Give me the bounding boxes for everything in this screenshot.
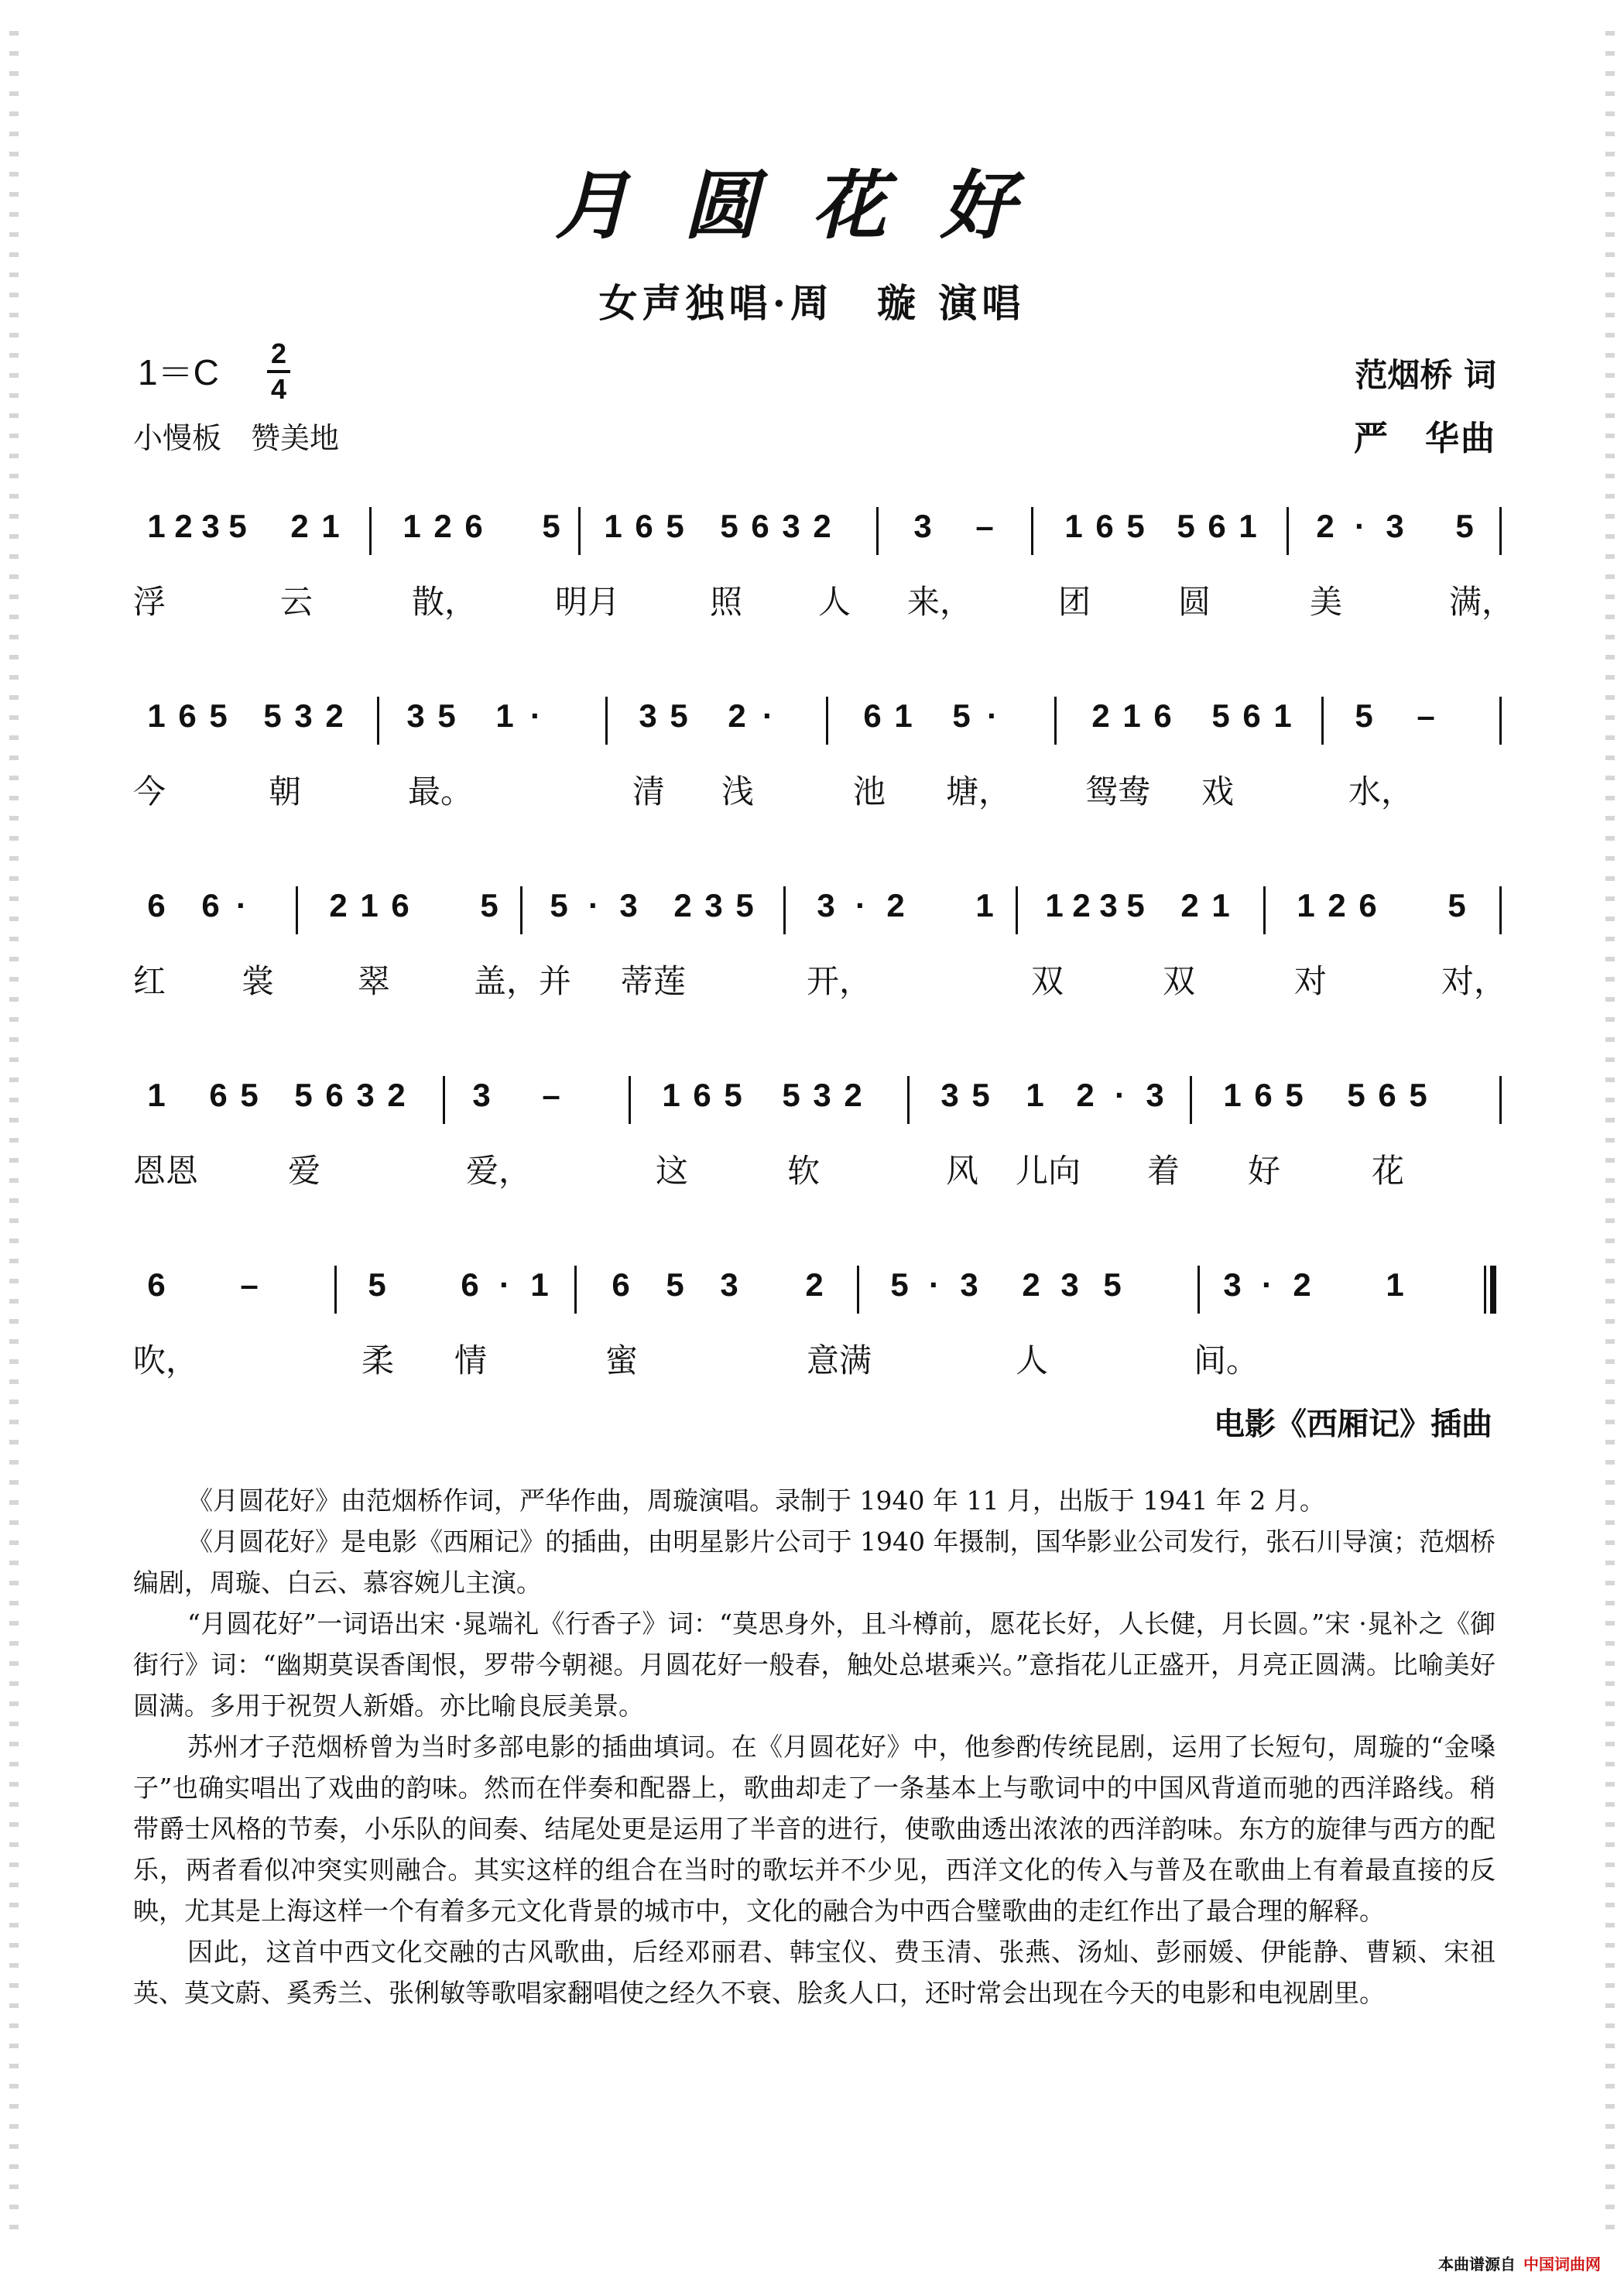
music-note: 2: [728, 697, 746, 734]
lyric: 水，: [1348, 773, 1414, 810]
music-note: 1: [604, 508, 622, 544]
barline: [907, 1076, 910, 1124]
lyric: 人: [818, 583, 851, 621]
music-note: 1: [530, 1266, 549, 1303]
music-note: 1: [147, 508, 166, 544]
left-margin-stripe: [9, 31, 19, 2245]
music-note: 2: [290, 508, 309, 544]
music-note: 1: [1297, 887, 1315, 923]
music-note: ·: [588, 887, 599, 923]
song-title: 月圆花好: [555, 162, 1069, 249]
music-note: 1: [975, 887, 994, 923]
music-note: ·: [236, 887, 247, 923]
music-note: 3: [817, 887, 835, 923]
music-note: 1: [360, 887, 379, 923]
lyric: 间。: [1194, 1341, 1259, 1379]
composer-credit: 严 华曲: [1354, 419, 1496, 458]
barline: [1016, 886, 1018, 934]
music-note: 5: [542, 508, 560, 544]
song-subtitle: 女声独唱·周 璇 演唱: [598, 280, 1026, 326]
barline: [876, 507, 879, 555]
music-note: 5: [1211, 697, 1230, 734]
lyric: 明月: [555, 583, 621, 621]
paragraph: 《月圆花好》由范烟桥作词，严华作曲，周璇演唱。录制于 1940 年 11 月，出版于 1941 年 2 月。: [187, 1485, 1325, 1516]
music-note: 3: [704, 887, 723, 923]
music-note: 6: [612, 1266, 630, 1303]
lyric: 人: [1016, 1341, 1049, 1379]
lyrics-row: [133, 956, 1507, 1002]
barline: [1499, 507, 1502, 555]
lyric: 软: [787, 1152, 821, 1190]
lyric: 池: [853, 773, 886, 810]
music-note: 2: [1180, 887, 1199, 923]
song-source-note: 电影《西厢记》插曲: [1214, 1407, 1492, 1442]
notation-row: [133, 507, 1503, 577]
lyric: 云: [280, 583, 313, 621]
music-note: 6: [693, 1077, 711, 1113]
music-note: 6: [1153, 697, 1172, 734]
music-note: 5: [1455, 508, 1474, 544]
paragraph: 《月圆花好》是电影《西厢记》的插曲，由明星影片公司于 1940 年摄制，国华影业公司发行，张石川导演；范烟桥编剧，周璇、白云、慕容婉儿主演。: [133, 1526, 1496, 1598]
barline: [578, 507, 581, 555]
music-note: 5: [890, 1266, 909, 1303]
barline: [1499, 1076, 1502, 1124]
lyric: 蜜: [605, 1341, 639, 1379]
music-note: –: [975, 508, 994, 544]
barline: [1054, 697, 1057, 745]
music-note: ·: [499, 1266, 510, 1303]
lyric: 塘，: [946, 773, 1012, 810]
music-note: 5: [670, 697, 688, 734]
music-note: 5: [952, 697, 971, 734]
music-note: 2: [174, 508, 193, 544]
music-note: 5: [263, 697, 282, 734]
lyric: 圆: [1178, 583, 1211, 621]
music-note: ·: [762, 697, 773, 734]
barline: [1499, 886, 1502, 934]
lyric: 儿向: [1016, 1152, 1081, 1190]
music-note: 5: [724, 1077, 742, 1113]
music-note: 5: [240, 1077, 259, 1113]
lyrics-row: [133, 577, 1515, 623]
music-note: 3: [1386, 508, 1404, 544]
lyric: 浮: [133, 583, 166, 621]
music-note: 2: [1316, 508, 1334, 544]
lyric: 意满: [807, 1341, 872, 1379]
music-note: 3: [356, 1077, 375, 1113]
music-note: 3: [940, 1077, 959, 1113]
music-note: 6: [1208, 508, 1226, 544]
lyric: 红: [133, 962, 166, 1000]
barline: [296, 886, 298, 934]
music-note: 1: [1386, 1266, 1404, 1303]
music-note: 5: [666, 1266, 684, 1303]
music-note: 6: [635, 508, 653, 544]
barline: [1197, 1266, 1200, 1314]
lyric: 爱，: [466, 1152, 532, 1190]
music-note: 1: [147, 1077, 166, 1113]
lyric: 爱: [288, 1152, 321, 1190]
music-note: 5: [720, 508, 738, 544]
music-note: 5: [1347, 1077, 1365, 1113]
barline: [857, 1266, 859, 1314]
lyric: 鸳鸯: [1085, 773, 1151, 810]
lyric: 翠: [358, 962, 391, 1000]
lyric: 双: [1031, 962, 1064, 1000]
music-note: 6: [1358, 887, 1377, 923]
music-note: 3: [406, 697, 425, 734]
barline: [1499, 697, 1502, 745]
lyric: 花: [1372, 1152, 1405, 1190]
key-signature: 1＝C: [138, 352, 219, 392]
barline: [334, 1266, 337, 1314]
music-note: 1: [1223, 1077, 1242, 1113]
music-note: 1: [894, 697, 913, 734]
article-body: [133, 1480, 1496, 2013]
music-note: 5: [1177, 508, 1195, 544]
music-note: 6: [201, 887, 220, 923]
lyric: 蒂莲: [621, 962, 687, 1000]
notation-row: [133, 1076, 1503, 1146]
music-note: 2: [329, 887, 348, 923]
lyric: 风: [946, 1152, 979, 1190]
footer-site-link[interactable]: 中国词曲网: [1523, 2255, 1601, 2273]
lyric: 吹，: [133, 1341, 199, 1379]
lyric: 今: [133, 773, 166, 810]
lyric: 柔: [361, 1341, 395, 1379]
lyric: 来，: [907, 583, 973, 621]
music-note: 5: [437, 697, 456, 734]
barline: [1287, 507, 1289, 555]
music-note: 2: [1076, 1077, 1095, 1113]
footer-label: 本曲谱源自: [1438, 2255, 1516, 2273]
music-note: 3: [782, 508, 800, 544]
music-note: 1: [1211, 887, 1230, 923]
time-signature: [267, 339, 290, 404]
lyric: 盖，并: [474, 962, 572, 1000]
music-note: 1: [1122, 697, 1141, 734]
music-note: 1: [1026, 1077, 1044, 1113]
lyric: 恩恩: [133, 1152, 199, 1190]
lyric: 散，: [412, 583, 478, 621]
lyricist-credit: 范烟桥 词: [1355, 356, 1496, 394]
music-note: 2: [1091, 697, 1110, 734]
barline: [377, 697, 379, 745]
barline: [1031, 507, 1033, 555]
time-signature-bottom: 4: [270, 373, 287, 405]
music-note: 5: [209, 697, 228, 734]
music-note: 1: [1045, 887, 1064, 923]
lyric: 双: [1163, 962, 1196, 1000]
music-note: 2: [1022, 1266, 1040, 1303]
right-margin-stripe: [1605, 31, 1615, 2245]
lyric: 满，: [1449, 583, 1515, 621]
music-note: 2: [886, 887, 905, 923]
lyric: 朝: [269, 773, 302, 810]
music-note: ·: [855, 887, 866, 923]
music-note: 6: [1254, 1077, 1273, 1113]
music-note: 2: [1072, 887, 1091, 923]
music-note: 1: [403, 508, 421, 544]
music-note: 6: [751, 508, 769, 544]
music-note: 5: [1103, 1266, 1122, 1303]
music-note: ·: [929, 1266, 940, 1303]
music-note: 5: [971, 1077, 990, 1113]
music-note: –: [240, 1266, 259, 1303]
lyric: 美: [1310, 583, 1343, 621]
music-note: 5: [550, 887, 568, 923]
music-note: 6: [209, 1077, 228, 1113]
music-note: 6: [178, 697, 197, 734]
barline: [369, 507, 372, 555]
music-note: 3: [1146, 1077, 1164, 1113]
music-note: 5: [228, 508, 247, 544]
music-note: 2: [325, 697, 344, 734]
barline: [605, 697, 608, 745]
music-note: 2: [673, 887, 692, 923]
music-note: 1: [495, 697, 514, 734]
music-note: 6: [863, 697, 882, 734]
music-note: 5: [368, 1266, 386, 1303]
lyric: 好: [1248, 1152, 1281, 1190]
time-signature-top: 2: [270, 338, 287, 369]
music-note: 5: [1448, 887, 1466, 923]
lyric: 团: [1058, 583, 1091, 621]
music-note: 6: [325, 1077, 344, 1113]
tempo-marking: 小慢板 赞美地: [133, 421, 340, 455]
music-note: 1: [1239, 508, 1257, 544]
music-note: 3: [1060, 1266, 1079, 1303]
notation-row: [133, 1266, 1503, 1335]
music-note: 5: [1126, 887, 1145, 923]
music-note: 3: [294, 697, 313, 734]
music-note: 5: [1126, 508, 1145, 544]
music-note: ·: [530, 697, 541, 734]
barline: [783, 886, 786, 934]
lyric: 情: [454, 1341, 488, 1379]
barline: [1321, 697, 1324, 745]
music-note: 5: [294, 1077, 313, 1113]
music-note: 6: [1095, 508, 1114, 544]
music-note: 3: [720, 1266, 738, 1303]
music-note: 6: [391, 887, 409, 923]
music-note: 3: [1099, 887, 1118, 923]
barline: [574, 1266, 577, 1314]
barline: [629, 1076, 631, 1124]
lyric: 开，: [807, 962, 872, 1000]
lyric: 这: [656, 1152, 689, 1190]
music-note: 5: [782, 1077, 800, 1113]
music-note: ·: [1262, 1266, 1273, 1303]
music-note: 5: [735, 887, 754, 923]
music-note: 3: [639, 697, 657, 734]
footer-attribution: [1438, 2252, 1601, 2274]
lyrics-row: [133, 766, 1503, 813]
barline: [1190, 1076, 1192, 1124]
lyric: 对: [1294, 962, 1328, 1000]
music-note: –: [1417, 697, 1435, 734]
lyric: 照: [710, 583, 743, 621]
paragraph: 因此，这首中西文化交融的古风歌曲，后经邓丽君、韩宝仪、费玉清、张燕、汤灿、彭丽媛、伊能静、曹颖、宋祖英、莫文蔚、奚秀兰、张俐敏等歌唱家翻唱使之经久不衰、脍炙人口，还时常会出现在今天的电影和电视剧里。: [133, 1937, 1496, 2008]
music-note: 2: [1328, 887, 1346, 923]
final-barline: [1484, 1266, 1496, 1314]
lyrics-row: [133, 1146, 1503, 1192]
music-note: 3: [472, 1077, 491, 1113]
notation-row: [133, 697, 1503, 766]
music-note: 2: [805, 1266, 824, 1303]
lyric: 浅: [721, 773, 755, 810]
music-note: 6: [1378, 1077, 1396, 1113]
lyric: 裳: [242, 962, 275, 1000]
music-note: 3: [960, 1266, 978, 1303]
music-note: ·: [987, 697, 998, 734]
paragraph: 苏州才子范烟桥曾为当时多部电影的插曲填词。在《月圆花好》中，他参酌传统昆剧，运用了长短句，周璇的“金嗓子”也确实唱出了戏曲的韵味。然而在伴奏和配器上，歌曲却走了一条基本上与歌词中的中国风背道而驰的西洋路线。稍带爵士风格的节奏，小乐队的间奏、结尾处更是运用了半音的进行，使歌曲透出浓浓的西洋韵味。东方的旋律与西方的配乐，两者看似冲突实则融合。其实这样的组合在当时的歌坛并不少见，西洋文化的传入与普及在歌曲上有着最直接的反映，尤其是上海这样一个有着多元文化背景的城市中，文化的融合为中西合璧歌曲的走红作出了最合理的解释。: [133, 1732, 1496, 1926]
music-note: 3: [813, 1077, 831, 1113]
music-note: 6: [464, 508, 483, 544]
barline: [1263, 886, 1266, 934]
music-note: –: [542, 1077, 560, 1113]
paragraph: “月圆花好”一词语出宋 ·晁端礼《行香子》词：“莫思身外，且斗樽前，愿花长好，人长健，月长圆。”宋 ·晁补之《御街行》词：“幽期莫误香闺恨，罗带今朝褪。月圆花好一般春，触处总堪乘兴。”意指花儿正盛开，月亮正圆满。比喻美好圆满。多用于祝贺人新婚。亦比喻良辰美景。: [133, 1609, 1496, 1721]
music-note: ·: [1355, 508, 1365, 544]
lyric: 清: [632, 773, 666, 810]
music-note: 3: [201, 508, 220, 544]
lyric: 最。: [408, 773, 474, 810]
barline: [443, 1076, 445, 1124]
music-note: 3: [913, 508, 932, 544]
music-note: 5: [1409, 1077, 1427, 1113]
music-note: 3: [619, 887, 638, 923]
music-note: 6: [1242, 697, 1261, 734]
music-note: 6: [461, 1266, 479, 1303]
music-note: 1: [662, 1077, 680, 1113]
music-note: 1: [1273, 697, 1292, 734]
music-note: 2: [844, 1077, 862, 1113]
barline: [520, 886, 522, 934]
music-note: 6: [147, 887, 166, 923]
notation-row: [133, 886, 1503, 956]
music-note: 1: [321, 508, 340, 544]
music-note: 3: [1223, 1266, 1242, 1303]
lyrics-row: [133, 1335, 1503, 1382]
music-note: 5: [666, 508, 684, 544]
music-note: 2: [1293, 1266, 1311, 1303]
music-note: 1: [147, 697, 166, 734]
music-note: 5: [480, 887, 499, 923]
music-note: 2: [387, 1077, 406, 1113]
music-note: 5: [1355, 697, 1373, 734]
music-note: 5: [1285, 1077, 1304, 1113]
music-note: 2: [813, 508, 831, 544]
lyric: 对，: [1441, 962, 1507, 1000]
barline: [826, 697, 828, 745]
music-note: 2: [433, 508, 452, 544]
music-note: ·: [1115, 1077, 1125, 1113]
lyric: 着: [1147, 1152, 1180, 1190]
lyric: 戏: [1201, 773, 1235, 810]
music-note: 1: [1064, 508, 1083, 544]
music-note: 6: [147, 1266, 166, 1303]
